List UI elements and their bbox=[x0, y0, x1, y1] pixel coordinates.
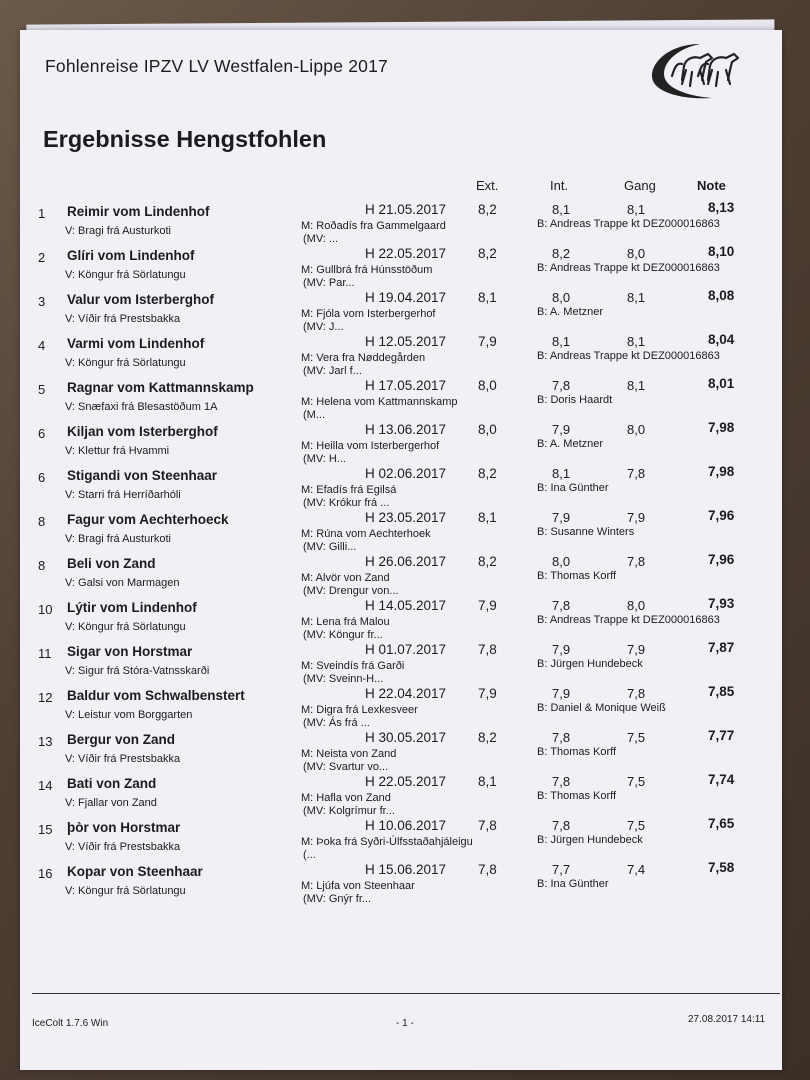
foal-name: Reimir vom Lindenhof bbox=[67, 204, 210, 219]
foal-name: Valur vom Isterberghof bbox=[67, 292, 215, 307]
birth-date: H 01.07.2017 bbox=[365, 642, 447, 657]
entry-rank: 5 bbox=[38, 382, 46, 397]
birth-date: H 30.05.2017 bbox=[365, 730, 447, 745]
final-note: 7,85 bbox=[708, 684, 735, 699]
sire: V: Klettur frá Hvammi bbox=[65, 445, 170, 457]
result-entry bbox=[20, 422, 782, 466]
breeder: B: Andreas Trappe kt DEZ000016863 bbox=[537, 614, 720, 626]
dam: M: Rúna vom Aechterhoek bbox=[301, 528, 431, 540]
score-gang: 7,8 bbox=[627, 554, 646, 569]
breeder: B: A. Metzner bbox=[537, 306, 604, 318]
entry-rank: 4 bbox=[38, 338, 46, 353]
entry-rank: 6 bbox=[38, 426, 46, 441]
dam: M: Neista von Zand bbox=[301, 748, 397, 760]
breeder: B: A. Metzner bbox=[537, 438, 604, 450]
dam-sire: (MV: Gilli... bbox=[303, 541, 357, 553]
sire: V: Köngur frá Sörlatungu bbox=[65, 357, 186, 369]
horses-logo-icon bbox=[642, 40, 758, 102]
score-ext: 7,9 bbox=[478, 334, 497, 349]
result-entry bbox=[20, 642, 782, 686]
result-entry bbox=[20, 202, 782, 246]
dam-sire: (... bbox=[303, 849, 316, 861]
result-entry bbox=[20, 598, 782, 642]
dam-sire: (MV: Drengur von... bbox=[303, 585, 399, 597]
entry-rank: 3 bbox=[38, 294, 46, 309]
score-gang: 7,9 bbox=[627, 642, 646, 657]
breeder: B: Jürgen Hundebeck bbox=[537, 834, 643, 846]
result-entry bbox=[20, 686, 782, 730]
birth-date: H 22.04.2017 bbox=[365, 686, 447, 701]
dam: M: Hafla von Zand bbox=[301, 792, 391, 804]
birth-date: H 19.04.2017 bbox=[365, 290, 447, 305]
score-gang: 8,0 bbox=[627, 422, 646, 437]
sire: V: Köngur frá Sörlatungu bbox=[65, 269, 186, 281]
results-sheet bbox=[20, 30, 782, 1070]
score-int: 7,8 bbox=[552, 378, 571, 393]
entry-rank: 8 bbox=[38, 514, 46, 529]
score-gang: 7,9 bbox=[627, 510, 646, 525]
birth-date: H 22.05.2017 bbox=[365, 774, 447, 789]
dam: M: Digra frá Lexkesveer bbox=[301, 704, 418, 716]
dam-sire: (MV: Svartur vo... bbox=[303, 761, 389, 773]
score-int: 8,1 bbox=[552, 202, 571, 217]
breeder: B: Jürgen Hundebeck bbox=[537, 658, 643, 670]
dam: M: Alvör von Zand bbox=[301, 572, 390, 584]
score-gang: 7,4 bbox=[627, 862, 646, 877]
dam-sire: (MV: Ás frá ... bbox=[303, 717, 370, 729]
score-ext: 8,0 bbox=[478, 422, 497, 437]
score-int: 7,8 bbox=[552, 818, 571, 833]
score-int: 8,1 bbox=[552, 466, 571, 481]
final-note: 8,01 bbox=[708, 376, 735, 391]
foal-name: Sigar von Horstmar bbox=[67, 644, 193, 659]
foal-name: Beli von Zand bbox=[67, 556, 156, 571]
foal-name: Bati von Zand bbox=[67, 776, 157, 791]
score-ext: 7,8 bbox=[478, 642, 497, 657]
sire: V: Víðir frá Prestsbakka bbox=[65, 753, 181, 765]
final-note: 8,13 bbox=[708, 200, 735, 215]
dam-sire: (MV: H... bbox=[303, 453, 346, 465]
score-int: 7,9 bbox=[552, 510, 571, 525]
dam-sire: (MV: Jarl f... bbox=[303, 365, 362, 377]
breeder: B: Andreas Trappe kt DEZ000016863 bbox=[537, 218, 720, 230]
score-ext: 8,1 bbox=[478, 774, 497, 789]
column-header-ext: Ext. bbox=[476, 178, 499, 193]
dam-sire: (MV: Par... bbox=[303, 277, 355, 289]
score-int: 8,2 bbox=[552, 246, 571, 261]
sire: V: Galsi von Marmagen bbox=[65, 577, 180, 589]
sire: V: Starri frá Herríðarhóli bbox=[65, 489, 181, 501]
foal-name: Ragnar vom Kattmannskamp bbox=[67, 380, 254, 395]
sire: V: Snæfaxi frá Blesastöðum 1A bbox=[65, 401, 218, 413]
birth-date: H 12.05.2017 bbox=[365, 334, 447, 349]
dam-sire: (MV: ... bbox=[303, 233, 339, 245]
breeder: B: Ina Günther bbox=[537, 482, 609, 494]
sire: V: Víðir frá Prestsbakka bbox=[65, 313, 181, 325]
footer-divider bbox=[32, 993, 780, 994]
foal-name: Baldur vom Schwalbenstert bbox=[67, 688, 245, 703]
dam: M: Lena frá Malou bbox=[301, 616, 390, 628]
page-title: Ergebnisse Hengstfohlen bbox=[43, 126, 327, 152]
dam: M: Vera fra Nøddegården bbox=[301, 352, 426, 364]
sire: V: Bragi frá Austurkoti bbox=[65, 225, 171, 237]
breeder: B: Andreas Trappe kt DEZ000016863 bbox=[537, 350, 720, 362]
score-gang: 7,8 bbox=[627, 466, 646, 481]
column-header-int: Int. bbox=[550, 178, 569, 193]
dam-sire: (M... bbox=[303, 409, 325, 421]
software-version: IceColt 1.7.6 Win bbox=[32, 1018, 109, 1029]
score-ext: 7,8 bbox=[478, 818, 497, 833]
foal-name: þòr von Horstmar bbox=[67, 820, 181, 835]
sire: V: Köngur frá Sörlatungu bbox=[65, 621, 186, 633]
breeder: B: Daniel & Monique Weiß bbox=[537, 702, 666, 714]
final-note: 7,98 bbox=[708, 464, 735, 479]
breeder: B: Thomas Korff bbox=[537, 790, 617, 802]
score-int: 7,7 bbox=[552, 862, 571, 877]
result-entry bbox=[20, 774, 782, 818]
dam: M: Þoka frá Syðri-Úlfsstaðahjáleigu bbox=[301, 836, 473, 848]
final-note: 7,87 bbox=[708, 640, 735, 655]
print-timestamp: 27.08.2017 14:11 bbox=[688, 1014, 766, 1025]
final-note: 7,98 bbox=[708, 420, 735, 435]
breeder: B: Susanne Winters bbox=[537, 526, 635, 538]
score-ext: 8,0 bbox=[478, 378, 497, 393]
score-ext: 8,2 bbox=[478, 730, 497, 745]
dam: M: Efadís frá Egilsá bbox=[301, 484, 397, 496]
score-int: 8,0 bbox=[552, 290, 571, 305]
entry-rank: 12 bbox=[38, 690, 53, 705]
score-gang: 8,1 bbox=[627, 290, 646, 305]
entry-rank: 11 bbox=[38, 646, 52, 661]
score-ext: 8,2 bbox=[478, 246, 497, 261]
dam: M: Fjóla vom Isterbergerhof bbox=[301, 308, 436, 320]
foal-name: Varmi vom Lindenhof bbox=[67, 336, 205, 351]
column-header-gang: Gang bbox=[624, 178, 656, 193]
column-header-note: Note bbox=[697, 178, 726, 193]
birth-date: H 15.06.2017 bbox=[365, 862, 447, 877]
score-gang: 8,0 bbox=[627, 598, 646, 613]
dam-sire: (MV: Köngur fr... bbox=[303, 629, 383, 641]
score-int: 7,9 bbox=[552, 642, 571, 657]
score-int: 7,8 bbox=[552, 598, 571, 613]
final-note: 7,93 bbox=[708, 596, 735, 611]
birth-date: H 14.05.2017 bbox=[365, 598, 447, 613]
entry-rank: 16 bbox=[38, 866, 53, 881]
document-header-title: Fohlenreise IPZV LV Westfalen-Lippe 2017 bbox=[45, 56, 388, 76]
entry-rank: 1 bbox=[38, 206, 46, 221]
result-entry bbox=[20, 290, 782, 334]
score-ext: 7,8 bbox=[478, 862, 497, 877]
score-gang: 7,8 bbox=[627, 686, 646, 701]
result-entry bbox=[20, 246, 782, 290]
score-int: 7,8 bbox=[552, 730, 571, 745]
score-gang: 8,1 bbox=[627, 202, 646, 217]
final-note: 8,04 bbox=[708, 332, 735, 347]
score-int: 7,9 bbox=[552, 686, 571, 701]
page-number: - 1 - bbox=[396, 1018, 414, 1029]
score-ext: 8,2 bbox=[478, 202, 497, 217]
final-note: 7,96 bbox=[708, 552, 735, 567]
dam: M: Heilla vom Isterbergerhof bbox=[301, 440, 440, 452]
birth-date: H 22.05.2017 bbox=[365, 246, 447, 261]
birth-date: H 26.06.2017 bbox=[365, 554, 447, 569]
foal-name: Lýtir vom Lindenhof bbox=[67, 600, 197, 615]
final-note: 7,77 bbox=[708, 728, 735, 743]
dam: M: Gullbrá frá Húnsstöðum bbox=[301, 264, 433, 276]
score-gang: 7,5 bbox=[627, 774, 646, 789]
result-entry bbox=[20, 378, 782, 422]
dam: M: Roðadís fra Gammelgaard bbox=[301, 220, 446, 232]
birth-date: H 23.05.2017 bbox=[365, 510, 447, 525]
score-ext: 8,2 bbox=[478, 554, 497, 569]
foal-name: Bergur von Zand bbox=[67, 732, 176, 747]
entry-rank: 10 bbox=[38, 602, 53, 617]
sire: V: Víðir frá Prestsbakka bbox=[65, 841, 181, 853]
score-ext: 7,9 bbox=[478, 598, 497, 613]
entry-rank: 14 bbox=[38, 778, 53, 793]
birth-date: H 10.06.2017 bbox=[365, 818, 447, 833]
score-ext: 8,2 bbox=[478, 466, 497, 481]
score-gang: 8,1 bbox=[627, 378, 646, 393]
score-ext: 8,1 bbox=[478, 290, 497, 305]
final-note: 7,65 bbox=[708, 816, 735, 831]
sire: V: Leistur vom Borggarten bbox=[65, 709, 193, 721]
final-note: 7,96 bbox=[708, 508, 735, 523]
score-ext: 7,9 bbox=[478, 686, 497, 701]
dam-sire: (MV: J... bbox=[303, 321, 344, 333]
score-gang: 7,5 bbox=[627, 730, 646, 745]
score-gang: 7,5 bbox=[627, 818, 646, 833]
result-entry bbox=[20, 862, 782, 906]
foal-name: Fagur vom Aechterhoeck bbox=[67, 512, 229, 527]
breeder: B: Ina Günther bbox=[537, 878, 609, 890]
sire: V: Bragi frá Austurkoti bbox=[65, 533, 171, 545]
dam-sire: (MV: Gnýr fr... bbox=[303, 893, 372, 905]
breeder: B: Doris Haardt bbox=[537, 394, 613, 406]
dam-sire: (MV: Krókur frá ... bbox=[303, 497, 390, 509]
score-ext: 8,1 bbox=[478, 510, 497, 525]
foal-name: Kiljan vom Isterberghof bbox=[67, 424, 218, 439]
foal-name: Stigandi von Steenhaar bbox=[67, 468, 218, 483]
final-note: 7,58 bbox=[708, 860, 735, 875]
entry-rank: 6 bbox=[38, 470, 46, 485]
score-int: 8,0 bbox=[552, 554, 571, 569]
dam: M: Ljúfa von Steenhaar bbox=[301, 880, 415, 892]
entry-rank: 8 bbox=[38, 558, 46, 573]
score-int: 7,9 bbox=[552, 422, 571, 437]
birth-date: H 13.06.2017 bbox=[365, 422, 447, 437]
score-int: 7,8 bbox=[552, 774, 571, 789]
result-entry bbox=[20, 334, 782, 378]
dam: M: Helena vom Kattmannskamp bbox=[301, 396, 458, 408]
foal-name: Glíri vom Lindenhof bbox=[67, 248, 195, 263]
birth-date: H 02.06.2017 bbox=[365, 466, 447, 481]
birth-date: H 21.05.2017 bbox=[365, 202, 447, 217]
sire: V: Köngur frá Sörlatungu bbox=[65, 885, 186, 897]
result-entry bbox=[20, 466, 782, 510]
result-entry bbox=[20, 818, 782, 862]
dam: M: Sveindís frá Garði bbox=[301, 660, 405, 672]
result-entry bbox=[20, 730, 782, 774]
score-int: 8,1 bbox=[552, 334, 571, 349]
result-entry bbox=[20, 510, 782, 554]
birth-date: H 17.05.2017 bbox=[365, 378, 447, 393]
final-note: 7,74 bbox=[708, 772, 735, 787]
breeder: B: Andreas Trappe kt DEZ000016863 bbox=[537, 262, 720, 274]
score-gang: 8,1 bbox=[627, 334, 646, 349]
entry-rank: 15 bbox=[38, 822, 53, 837]
breeder: B: Thomas Korff bbox=[537, 570, 617, 582]
entry-rank: 13 bbox=[38, 734, 53, 749]
sire: V: Fjallar von Zand bbox=[65, 797, 157, 809]
final-note: 8,08 bbox=[708, 288, 735, 303]
result-entry bbox=[20, 554, 782, 598]
dam-sire: (MV: Sveinn-H... bbox=[303, 673, 384, 685]
dam-sire: (MV: Kolgrímur fr... bbox=[303, 805, 395, 817]
sire: V: Sigur frá Stóra-Vatnsskarði bbox=[65, 665, 210, 677]
final-note: 8,10 bbox=[708, 244, 735, 259]
breeder: B: Thomas Korff bbox=[537, 746, 617, 758]
entry-rank: 2 bbox=[38, 250, 46, 265]
foal-name: Kopar von Steenhaar bbox=[67, 864, 203, 879]
score-gang: 8,0 bbox=[627, 246, 646, 261]
